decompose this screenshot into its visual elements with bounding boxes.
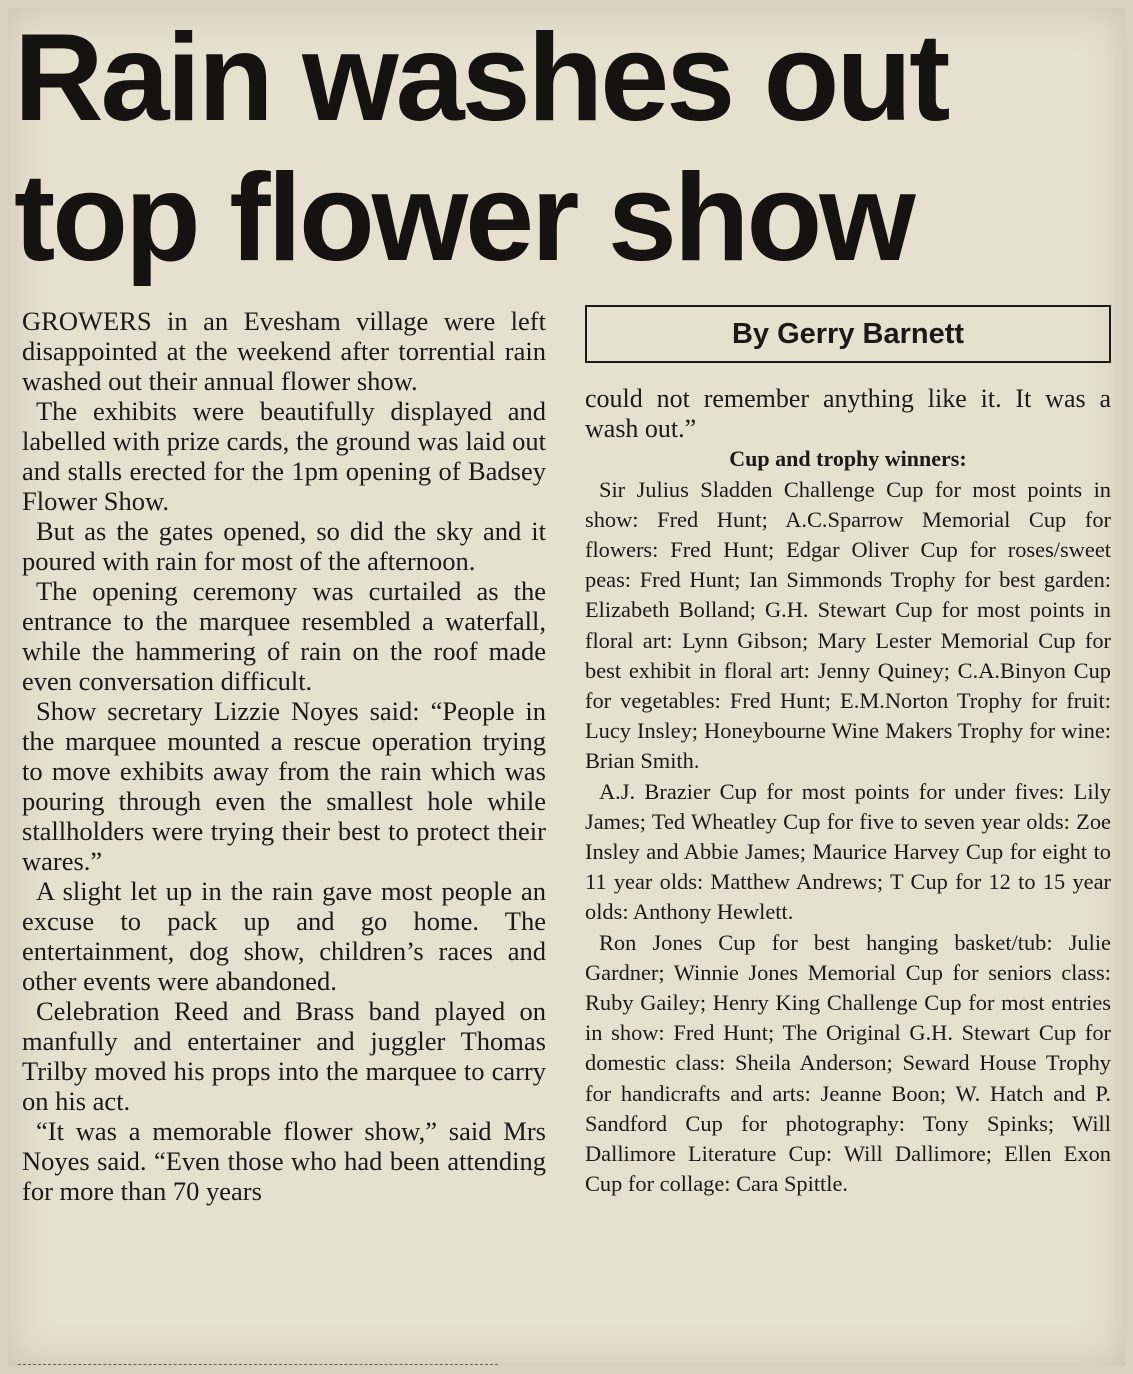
continuation-paragraph: could not remember anything like it. It was a wash out.” [585,384,1111,444]
paragraph: Show secretary Lizzie Noyes said: “People in the marquee mounted a rescue operation trying to move exhibits away from the rain which was pouring through even the smallest hole while stallholders were trying their best to protect their wares.” [22,696,546,876]
paragraph: But as the gates opened, so did the sky and it poured with rain for most of the afternoon. [22,516,546,576]
paragraph: Celebration Reed and Brass band played on manfully and entertainer and juggler Thomas Trilby moved his props into the marquee to carry on his act. [22,996,546,1116]
winners-subheading: Cup and trophy winners: [729,446,967,472]
winners-paragraph: Ron Jones Cup for best hanging basket/tub: Julie Gardner; Winnie Jones Memorial Cup for seniors class: Ruby Gailey; Henry King Challenge Cup for most entries in show: Fred Hunt; The Original G.H. Stewart Cup for domestic class: Sheila Anderson; Seward House Trophy for handicrafts and arts: Jeanne Boon; W. Hatch and P. Sandford Cup for photography: Tony Spinks; Will Dallimore Literature Cup: Will Dallimore; Ellen Exon Cup for collage: Cara Spittle. [585,929,1111,1197]
paragraph: A slight let up in the rain gave most people an excuse to pack up and go home. The entertainment, dog show, children’s races and other events were abandoned. [22,876,546,996]
article-left-column [22,306,546,1206]
clipping-edge [18,1364,498,1365]
paragraph: GROWERS in an Evesham village were left disappointed at the weekend after torrential rain washed out their annual flower show. [22,306,546,396]
winners-paragraph: Sir Julius Sladden Challenge Cup for most points in show: Fred Hunt; A.C.Sparrow Memorial Cup for flowers: Fred Hunt; Edgar Oliver Cup for roses/sweet peas: Fred Hunt; Ian Simmonds Trophy for best garden: Elizabeth Bolland; G.H. Stewart Cup for most points in floral art: Lynn Gibson; Mary Lester Memorial Cup for best exhibit in floral art: Jenny Quiney; C.A.Binyon Cup for vegetables: Fred Hunt; E.M.Norton Trophy for fruit: Lucy Insley; Honeybourne Wine Makers Trophy for wine: Brian Smith. [585,476,1111,774]
paragraph: The exhibits were beautifully displayed and labelled with prize cards, the ground was laid out and stalls erected for the 1pm opening of Badsey Flower Show. [22,396,546,516]
headline-line-1: Rain washes out [14,9,948,147]
winners-paragraph: A.J. Brazier Cup for most points for under fives: Lily James; Ted Wheatley Cup for five to seven year olds: Zoe Insley and Abbie James; Maurice Harvey Cup for eight to 11 year olds: Matthew Andrews; T Cup for 12 to 15 year olds: Anthony Hewlett. [585,778,1111,925]
byline-box [585,305,1111,363]
headline [14,8,1114,288]
paragraph: “It was a memorable flower show,” said Mrs Noyes said. “Even those who had been attending for more than 70 years [22,1116,546,1206]
byline: By Gerry Barnett [731,317,965,350]
headline-line-2: top flower show [14,149,913,287]
article-right-column [585,384,1111,1199]
paragraph: The opening ceremony was curtailed as the entrance to the marquee resembled a waterfall, while the hammering of rain on the roof made even conversation difficult. [22,576,546,696]
